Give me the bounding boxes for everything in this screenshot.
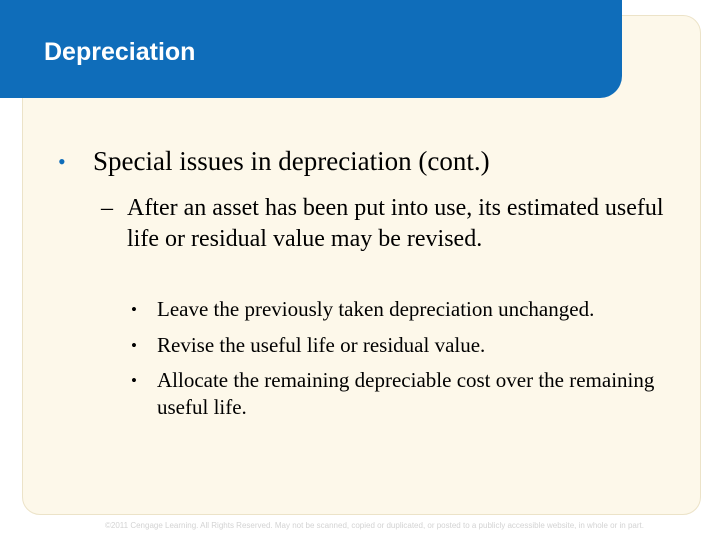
dash-marker: – <box>101 195 113 221</box>
bullet-marker: • <box>131 336 137 355</box>
slide-title: Depreciation <box>44 38 196 66</box>
bullet-marker: • <box>131 371 137 390</box>
sub-bullet-item <box>101 193 671 255</box>
sub-sub-bullet-item <box>131 367 676 421</box>
bullet-marker: • <box>131 300 137 319</box>
sub-sub-bullet-text: Leave the previously taken depreciation unchanged. <box>157 297 595 321</box>
main-bullet-item <box>58 145 698 178</box>
sub-sub-bullet-item <box>131 332 676 359</box>
main-bullet-text: Special issues in depreciation (cont.) <box>93 146 490 176</box>
title-bar <box>0 0 622 98</box>
sub-bullet-text: After an asset has been put into use, its estimated useful life or residual value may be revised. <box>127 195 664 252</box>
bullet-marker: • <box>58 149 66 174</box>
sub-sub-bullet-text: Revise the useful life or residual value. <box>157 333 486 357</box>
sub-sub-bullet-text: Allocate the remaining depreciable cost over the remaining useful life. <box>157 368 655 419</box>
copyright-notice: ©2011 Cengage Learning. All Rights Reserved. May not be scanned, copied or duplicated, or posted to a publicly accessible website, in whole or in part. <box>105 521 644 530</box>
sub-sub-bullet-item <box>131 296 676 323</box>
